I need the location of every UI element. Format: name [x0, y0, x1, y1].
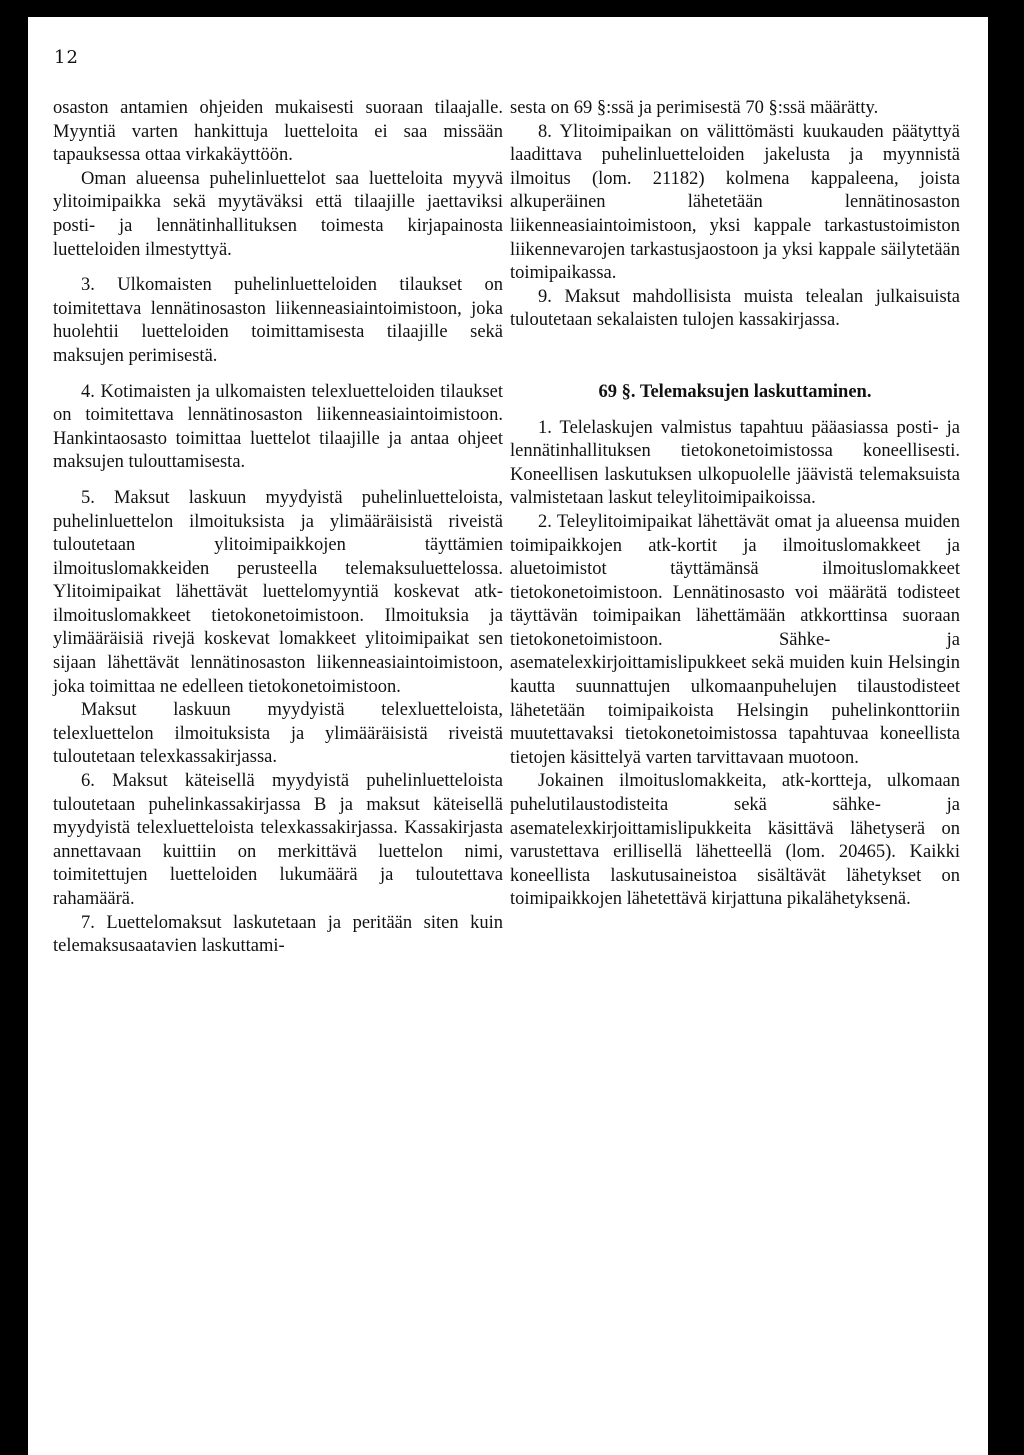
paragraph: 1. Telelaskujen valmistus tapahtuu pääasiassa posti- ja lennätinhallituksen tietokonetoimistossa koneellisesti. Koneellisen laskutuksen ulkopuolelle jäävistä telemaksuista valmistetaan laskut teleylitoimipaikoissa.	[510, 417, 960, 509]
paragraph: Maksut laskuun myydyistä telexluetteloista, telexluettelon ilmoituksista ja ylimääräisistä riveistä tuloutetaan telexkassakirjassa.	[53, 700, 503, 768]
document-page	[28, 17, 988, 1455]
page-number: 12	[54, 47, 79, 68]
paragraph: 2. Teleylitoimipaikat lähettävät omat ja alueensa muiden toimipaikkojen atk-kortit ja ilmoituslomakkeet ja aluetoimistot täyttämänsä ilmoituslomakkeet tietokonetoimistoon. Lennätinosasto voi määrätä todisteet täyttävän toimipaikan lähettämään atkkorttinsa suoraan tietokonetoimistoon. Sähke- ja asematelexkirjoittamislipukkeet sekä muiden kuin Helsingin kautta suunnattujen ulkomaanpuhelujen tilaustodisteet lähetetään toimipaikoista Helsingin puhelinkonttoriin muutettavaksi tietokonetoimistossa tapahtuvaa koneellista tietojen käsittelyä varten tarvittavaan muotoon.	[510, 511, 960, 768]
paragraph: 8. Ylitoimipaikan on välittömästi kuukauden päätyttyä laadittava puhelinluetteloiden jakelusta ja myynnistä ilmoitus (lom. 21182) kolmena kappaleena, joista alkuperäinen lähetetään lennätinosaston liikenneasiaintoimistoon, yksi kappale tarkastustoimiston liikennevarojen tarkastusjaostoon ja yksi kappale säilytetään toimipaikassa.	[510, 121, 960, 284]
paragraph: 6. Maksut käteisellä myydyistä puhelinluetteloista tuloutetaan puhelinkassakirjassa B ja maksut käteisellä myydyistä telexluetteloista telexkassakirjassa. Kassakirjasta annettavaan kuittiin on merkittävä luettelon nimi, toimitettujen luetteloiden lukumäärä ja tuloutettava rahamäärä.	[53, 771, 503, 909]
paragraph: 7. Luettelomaksut laskutetaan ja peritään siten kuin telemaksusaatavien laskuttami-	[53, 912, 503, 957]
right-column	[510, 97, 960, 912]
paragraph: 4. Kotimaisten ja ulkomaisten telexluetteloiden tilaukset on toimitettava lennätinosaston liikenneasiaintoimistoon. Hankintaosasto toimittaa luettelot tilaajille ja antaa ohjeet maksujen tulouttamisesta.	[53, 381, 503, 473]
section-heading: 69 §. Telemaksujen laskuttaminen.	[598, 381, 872, 402]
paragraph: Jokainen ilmoituslomakkeita, atk-kortteja, ulkomaan puhelutilaustodisteita sekä sähke- ja asematelexkirjoittamislipukkeita käsittävä lähetyserä on varustettava erillisellä lähetteellä (lom. 20465). Kaikki koneellista laskutusaineistoa sisältävät lähetykset on toimipaikkojen lähetettävä kirjattuna pikalähetyksenä.	[510, 771, 960, 910]
paragraph: Oman alueensa puhelinluettelot saa luetteloita myyvä ylitoimipaikka sekä myytäväksi että tilaajille jaettaviksi posti- ja lennätinhallituksen toimesta kirjapainosta luetteloiden ilmestyttyä.	[53, 168, 503, 260]
paragraph: 5. Maksut laskuun myydyistä puhelinluetteloista, puhelinluettelon ilmoituksista ja ylimääräisistä riveistä tuloutetaan ylitoimipaikkojen täyttämien ilmoituslomakkeiden perusteella telemaksuluettelossa. Ylitoimipaikat lähettävät luettelomyyntiä koskevat atk-ilmoituslomakkeet tietokonetoimistoon. Ilmoituksia ja ylimääräisiä rivejä koskevat lomakkeet ylitoimipaikat sen sijaan lähettävät lennätinosaston liikenneasiaintoimistoon, joka toimittaa ne edelleen tietokonetoimistoon.	[53, 487, 503, 697]
left-column	[53, 97, 503, 959]
paragraph: 9. Maksut mahdollisista muista telealan julkaisuista tuloutetaan sekalaisten tulojen kassakirjassa.	[510, 286, 960, 331]
paragraph: osaston antamien ohjeiden mukaisesti suoraan tilaajalle. Myyntiä varten hankittuja luetteloita ei saa missään tapauksessa ottaa virkakäyttöön.	[53, 98, 503, 166]
paragraph: sesta on 69 §:ssä ja perimisestä 70 §:ssä määrätty.	[510, 98, 879, 118]
paragraph: 3. Ulkomaisten puhelinluetteloiden tilaukset on toimitettava lennätinosaston liikenneasiaintoimistoon, joka huolehtii luetteloiden toimittamisesta tilaajille sekä maksujen perimisestä.	[53, 275, 503, 366]
